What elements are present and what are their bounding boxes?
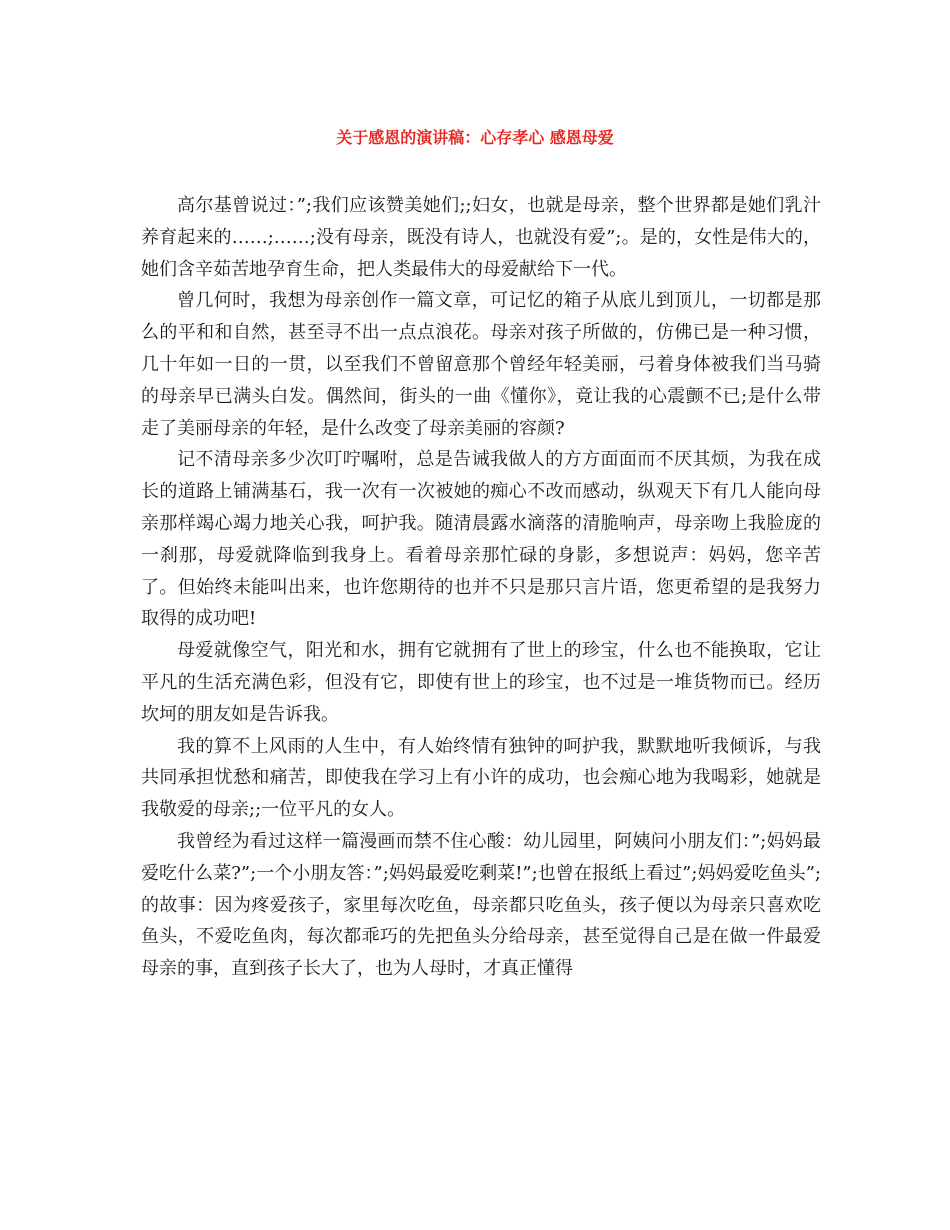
paragraph-3: 记不清母亲多少次叮咛嘱咐，总是告诫我做人的方方面面而不厌其烦，为我在成长的道路上铺满基石，我一次有一次被她的痴心不改而感动，纵观天下有几人能向母亲那样竭心竭力地关心我，呵护我。随清晨露水滴落的清脆响声，母亲吻上我脸庞的一刹那，母爱就降临到我身上。看着母亲那忙碌的身影，多想说声：妈妈，您辛苦了。但始终未能叫出来，也许您期待的也并不只是那只言片语，您更希望的是我努力取得的成功吧! <box>141 449 821 630</box>
paragraph-4: 母爱就像空气，阳光和水，拥有它就拥有了世上的珍宝，什么也不能换取，它让平凡的生活充满色彩，但没有它，即使有世上的珍宝，也不过是一堆货物而已。经历坎坷的朋友如是告诉我。 <box>141 640 821 725</box>
page-title: 关于感恩的演讲稿：心存孝心 感恩母爱 <box>336 128 614 147</box>
paragraph-1: 高尔基曾说过：”;我们应该赞美她们;;妇女，也就是母亲，整个世界都是她们乳汁养育起来的……;……;没有母亲，既没有诗人，也就没有爱”;。是的，女性是伟大的，她们含辛茹苦地孕育生命，把人类最伟大的母爱献给下一代。 <box>141 195 821 280</box>
paragraph-2: 曾几何时，我想为母亲创作一篇文章，可记忆的箱子从底儿到顶儿，一切都是那么的平和和自然，甚至寻不出一点点浪花。母亲对孩子所做的，仿佛已是一种习惯，几十年如一日的一贯，以至我们不曾留意那个曾经年轻美丽，弓着身体被我们当马骑的母亲早已满头白发。偶然间，街头的一曲《懂你》，竟让我的心震颤不已;是什么带走了美丽母亲的年轻，是什么改变了母亲美丽的容颜? <box>141 290 821 439</box>
paragraph-6: 我曾经为看过这样一篇漫画而禁不住心酸：幼儿园里，阿姨问小朋友们：”;妈妈最爱吃什么菜?”;一个小朋友答：”;妈妈最爱吃剩菜!”;也曾在报纸上看过”;妈妈爱吃鱼头”;的故事：因为疼爱孩子，家里每次吃鱼，母亲都只吃鱼头，孩子便以为母亲只喜欢吃鱼头，不爱吃鱼肉，每次都乖巧的先把鱼头分给母亲，甚至觉得自己是在做一件最爱母亲的事，直到孩子长大了，也为人母时，才真正懂得 <box>141 830 821 980</box>
document-body <box>141 190 821 985</box>
paragraph-5: 我的算不上风雨的人生中，有人始终情有独钟的呵护我，默默地听我倾诉，与我共同承担忧愁和痛苦，即使我在学习上有小许的成功，也会痴心地为我喝彩，她就是我敬爱的母亲;;一位平凡的女人。 <box>141 735 821 821</box>
